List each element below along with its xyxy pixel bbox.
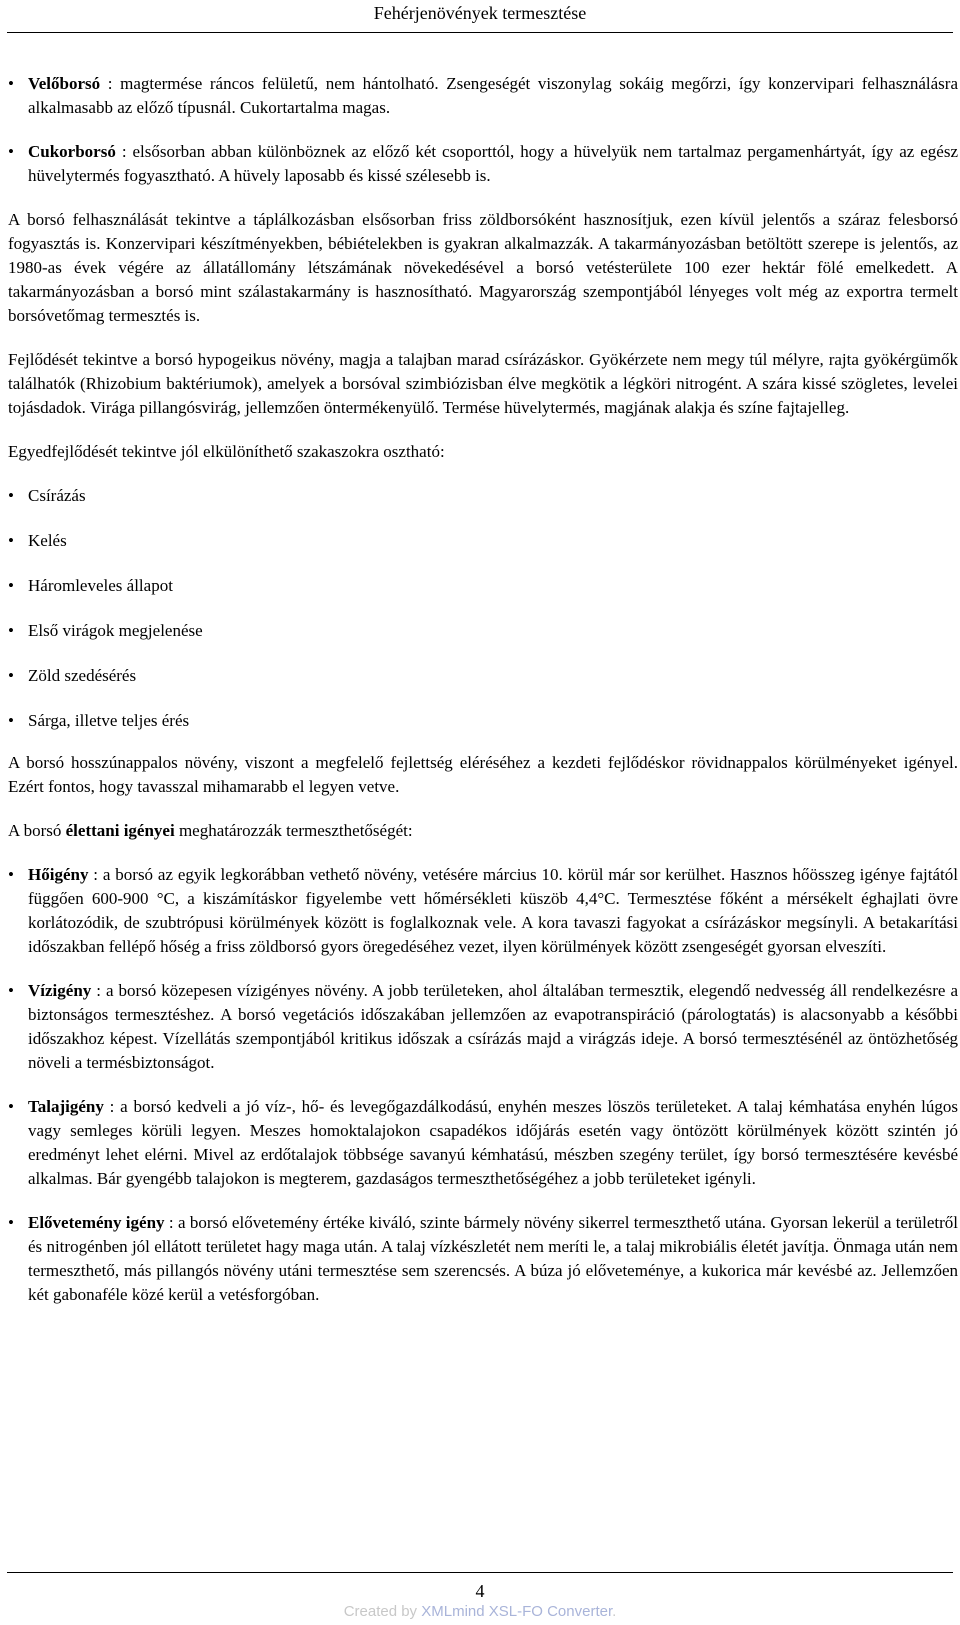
list-item-vizigeny [8, 979, 958, 1075]
list-item: • Csírázás [8, 484, 958, 508]
list-item-term: Vízigény [28, 981, 92, 1000]
credit-text: Created by [343, 1603, 422, 1620]
list-item-term: Velőborsó [28, 74, 101, 93]
list-item-text: : a borsó kedveli a jó víz-, hő- és levegőgazdálkodású, enyhén meszes löszös területeket. A talaj kémhatása enyhén lúgos vagy semleges körüli legyen. Meszes homoktalajokon csapadékos időjárás esetén vagy öntözött körülmények között szintén jó eredményt lehet elérni. Mivel az erdőtalajok többsége savanyú kémhatású, mészben szegény terület, így borsó termesztésére kevésbé alkalmas. Bár gyengébb talajokon is megterem, gazdaságos termeszthetőségéhez a jobb területeket igényli. [28, 1097, 958, 1188]
stages-list [8, 484, 958, 733]
list-item: • Első virágok megjelenése [8, 619, 958, 643]
paragraph-stages-intro: Egyedfejlődését tekintve jól elkülöníthető szakaszokra osztható: [8, 442, 445, 461]
list-item-text: : a borsó elővetemény értéke kiváló, szinte bármely növény sikerrel termeszthető utána. Gyorsan lekerül a területről és nitrogénben jól ellátott területet hagy maga után. A talaj vízkészletét nem meríti le, a talaj mikrobiális életét javítja. Önmaga után nem termeszthető, más pillangós növény utáni termesztése sem szerencsés. A búza jó előveteménye, a kukorica már kevésbé az. Jellemzően két gabonaféle közé kerül a vetésforgóban. [28, 1213, 959, 1304]
variety-list [8, 72, 958, 188]
converter-credit [0, 1602, 960, 1622]
list-item-velоborso [8, 72, 958, 120]
header-divider [7, 32, 953, 33]
inline-text: A borsó [8, 821, 66, 840]
list-item-term: Hőigény [28, 865, 89, 884]
footer-divider [7, 1572, 953, 1573]
requirements-list [8, 863, 958, 1307]
page-number: 4 [475, 1581, 485, 1601]
list-item: • Sárga, illetve teljes érés [8, 709, 958, 733]
list-item-elovetemeny [8, 1211, 958, 1307]
paragraph-usage: A borsó felhasználását tekintve a táplálkozásban elsősorban friss zöldborsóként hasznosítjuk, ezen kívül jelentős a száraz felesborsó fogyasztás is. Konzervipari készítményekben, bébiételekben is gyakran alkalmazzák. A takarmányozásban betöltött szerepe is jelentős, az 1980-as évek végére az állatállomány létszámának növekedésével a borsó vetésterülete 100 ezer hektár fölé emelkedett. A takarmányozásban a borsó mint szálastakarmány is hasznosítható. Magyarország szempontjából lényeges volt még az exportra termelt borsóvetőmag termesztés is. [8, 210, 958, 325]
paragraph-development: Fejlődését tekintve a borsó hypogeikus növény, magja a talajban marad csírázáskor. Gyökérzete nem megy túl mélyre, rajta gyökérgümők találhatók (Rhizobium baktériumok), amelyek a borsóval szimbiózisban élve megkötik a légköri nitrogént. A szára kissé szögletes, levelei tojásdadok. Virága pillangósvirág, jellemzően öntermékenyülő. Termése hüvelytermés, magjának alakja és színe fajtajelleg. [8, 350, 958, 417]
inline-term: élettani igényei [65, 821, 175, 840]
header-title: Fehérjenövények termesztése [373, 3, 587, 23]
list-item-term: Elővetemény igény [28, 1213, 165, 1232]
paragraph-daylength: A borsó hosszúnappalos növény, viszont a megfelelő fejlettség eléréséhez a kezdeti fejlődéskor rövidnappalos körülményeket igényel. Ezért fontos, hogy tavasszal mihamarabb el legyen vetve. [8, 753, 958, 796]
list-item-text: : magtermése ráncos felületű, nem hántolható. Zsengeségét viszonylag sokáig megőrzi, így konzervipari felhasználásra alkalmasabb az előző típusnál. Cukortartalma magas. [28, 74, 958, 117]
list-item-talajigeny [8, 1095, 958, 1191]
document-body [8, 72, 958, 1307]
list-item: • Háromleveles állapot [8, 574, 958, 598]
list-item-term: Cukorborsó [28, 142, 116, 161]
list-item: • Zöld szedésérés [8, 664, 958, 688]
inline-text: meghatározzák termeszthetőségét: [174, 821, 413, 840]
page-header [0, 0, 960, 26]
list-item-text: : a borsó az egyik legkorábban vethető növény, vetésére március 10. körül már sor kerülhet. Hasznos hőösszeg igénye fajtától függően 600-900 °C, a kiszámításkor figyelembe vett hőmérsékleti küszöb 4,4°C. Termesztése főként a mérsékelt éghajlati övre korlátozódik, de szubtrópusi körülmények között is foglalkoznak vele. A kora tavaszi fagyokat a csírázáskor megsínyli. A betakarítási időszakban fellépő hőség a friss zöldborsó gyors öregedéséhez vezet, ilyen körülmények között zsengeségét gyorsan elveszíti. [28, 865, 958, 956]
list-item-text: : a borsó közepesen vízigényes növény. A jobb területeken, ahol általában termesztik, elegendő nedvesség áll rendelkezésre a biztonságos termesztéshez. A borsó vegetációs időszakában jellemzően az evapotranspiráció (párologtatás) is alacsonyabb a későbbi időszakhoz képest. Vízellátás szempontjából kritikus időszak a csírázás majd a virágzás ideje. A borsó termesztésénél az öntözhetőség növeli a termésbiztonságot. [28, 981, 958, 1072]
paragraph-requirements-intro [8, 819, 958, 843]
list-item-hoigeny [8, 863, 958, 959]
list-item-cukorborso [8, 140, 958, 188]
list-item-text: : elsősorban abban különböznek az előző két csoporttól, hogy a hüvelyük nem tartalmaz pergamenhártyát, így az egész hüvelytermés fogyasztható. A hüvely laposabb és kissé szélesebb is. [28, 142, 958, 185]
list-item: • Kelés [8, 529, 958, 553]
list-item-term: Talajigény [28, 1097, 104, 1116]
credit-text: . [612, 1603, 617, 1620]
credit-brand: XMLmind XSL-FO Converter [421, 1603, 613, 1620]
